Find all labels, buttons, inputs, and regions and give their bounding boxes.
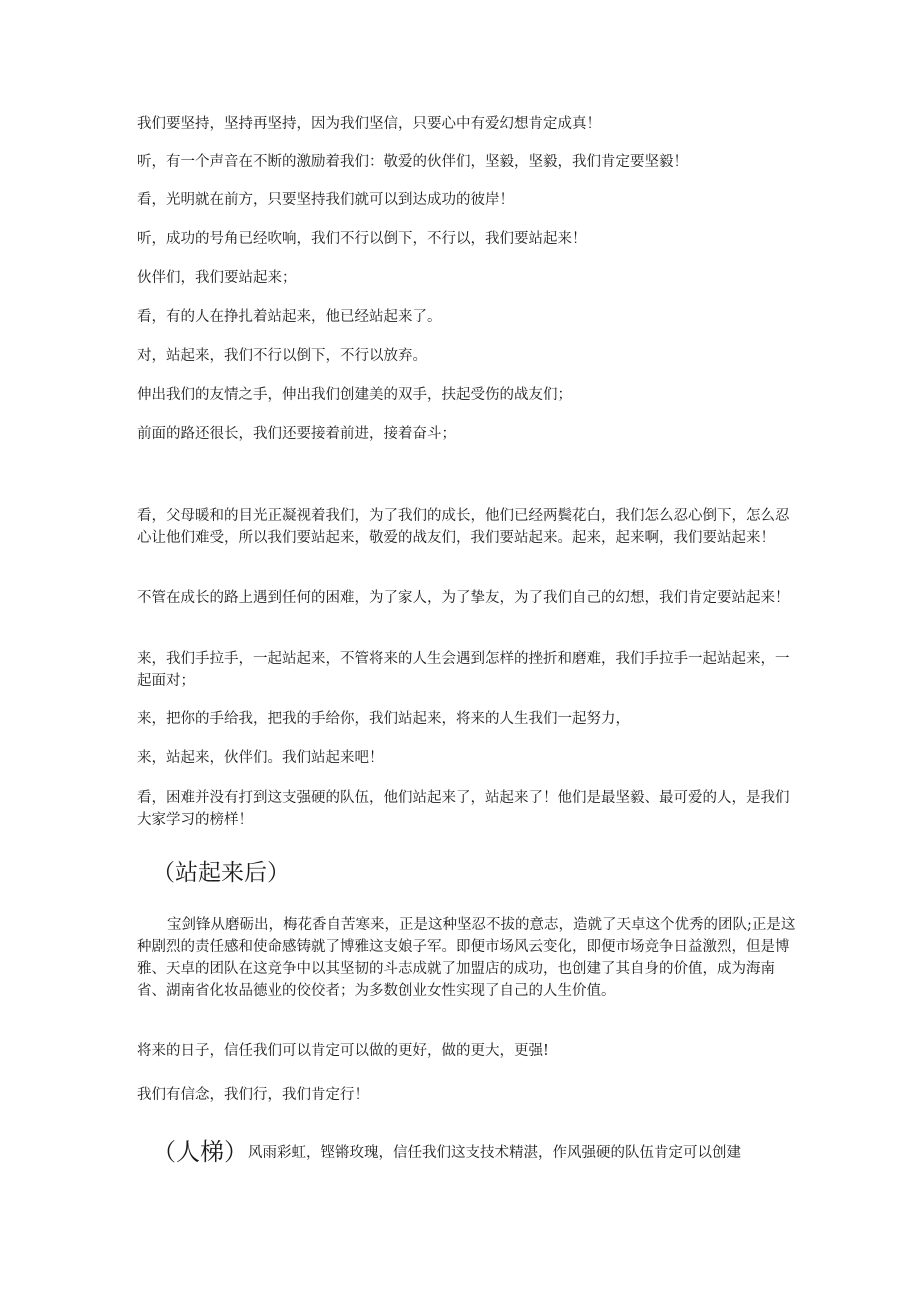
human-ladder-text: 风雨彩虹，铿锵玫瑰，信任我们这支技术精湛，作风强硬的队伍肯定可以创建	[248, 1145, 741, 1161]
paragraph-8: 伸出我们的友情之手，伸出我们创建美的双手，扶起受伤的战友们；	[137, 387, 572, 403]
section-paragraph-belief: 我们有信念，我们行，我们肯定行！	[137, 1087, 369, 1103]
paragraph-6: 看，有的人在挣扎着站起来，他已经站起来了。	[137, 309, 442, 325]
paragraph-11: 不管在成长的路上遇到任何的困难，为了家人，为了挚友，为了我们自己的幻想，我们肯定要站起来！	[137, 590, 790, 606]
section-human-ladder-line	[152, 1137, 741, 1167]
section-body-paragraph: 宝剑锋从磨砺出，梅花香自苦寒来，正是这种坚忍不拔的意志，造就了天卓这个优秀的团队;正是这种剧烈的责任感和使命感铸就了博雅这支娘子军。即便市场风云变化，即便市场竞争日益激烈，但是博雅、天卓的团队在这竞争中以其坚韧的斗志成就了加盟店的成功，也创建了其自身的价值，成为海南省、湖南省化妆品德业的佼佼者；为多数创业女性实现了自己的人生价值。	[137, 917, 796, 999]
paragraph-13: 来，把你的手给我，把我的手给你，我们站起来，将来的人生我们一起努力，	[137, 711, 630, 727]
paragraph-1: 我们要坚持，坚持再坚持，因为我们坚信，只要心中有爱幻想肯定成真！	[137, 116, 601, 132]
section-heading-stand-up: （站起来后）	[152, 860, 290, 886]
paragraph-9: 前面的路还很长，我们还要接着前进，接着奋斗；	[137, 426, 456, 442]
paragraph-10: 看，父母暖和的目光正凝视着我们，为了我们的成长，他们已经两鬓花白，我们怎么忍心倒下，怎么忍心让他们难受，所以我们要站起来，敬爱的战友们，我们要站起来。起来，起来啊，我们要站起来！	[137, 508, 790, 546]
paragraph-15: 看，困难并没有打到这支强硬的队伍，他们站起来了，站起来了！他们是最坚毅、最可爱的人，是我们大家学习的榜样！	[137, 790, 790, 828]
paragraph-7: 对，站起来，我们不行以倒下，不行以放弃。	[137, 348, 427, 364]
paragraph-14: 来，站起来，伙伴们。我们站起来吧！	[137, 750, 384, 766]
section-heading-human-ladder: （人梯）	[152, 1138, 248, 1166]
section-paragraph-future: 将来的日子，信任我们可以肯定可以做的更好，做的更大，更强!	[137, 1043, 549, 1059]
paragraph-12: 来，我们手拉手，一起站起来，不管将来的人生会遇到怎样的挫折和磨难，我们手拉手一起站起来，一起面对；	[137, 651, 790, 689]
paragraph-5: 伙伴们，我们要站起来；	[137, 270, 297, 286]
paragraph-3: 看，光明就在前方，只要坚持我们就可以到达成功的彼岸！	[137, 192, 514, 208]
paragraph-2: 听，有一个声音在不断的激励着我们：敬爱的伙伴们，坚毅，坚毅，我们肯定要坚毅！	[137, 154, 688, 170]
paragraph-4: 听，成功的号角已经吹响，我们不行以倒下，不行以，我们要站起来！	[137, 231, 587, 247]
